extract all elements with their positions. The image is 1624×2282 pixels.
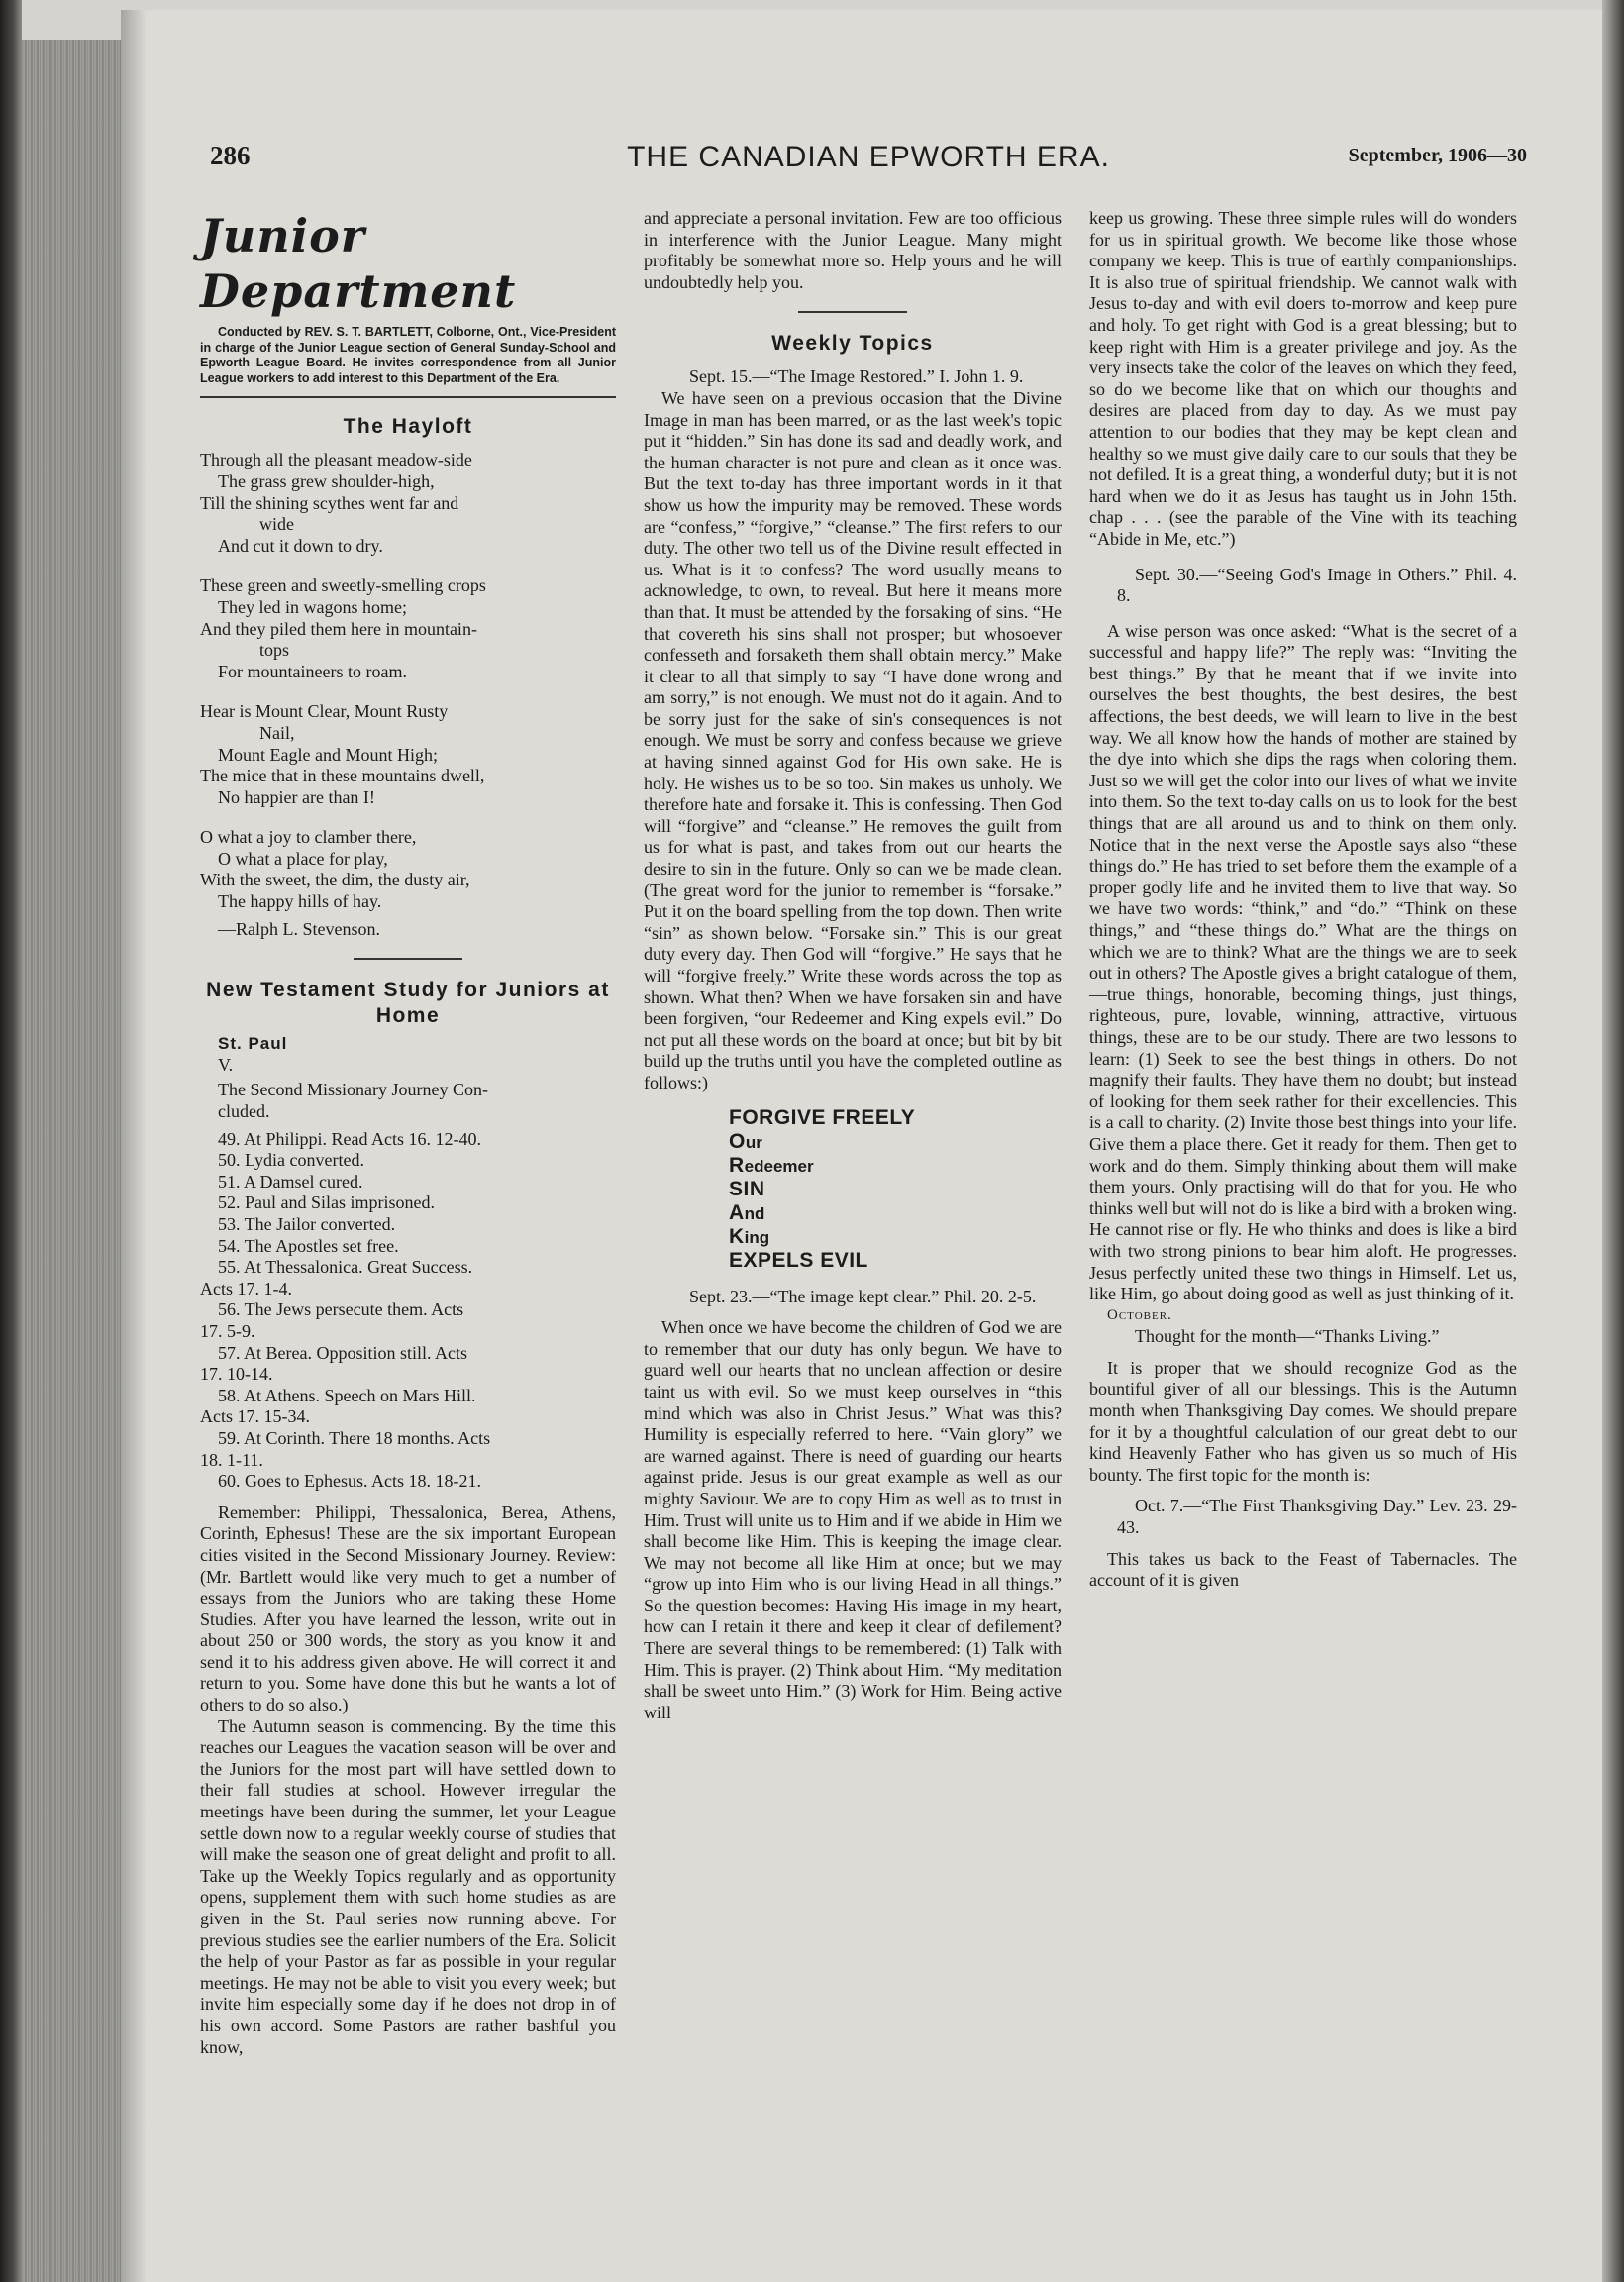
study-item: 49. At Philippi. Read Acts 16. 12-40. [218,1128,482,1149]
spacer [644,1307,1062,1317]
spacer [1089,1486,1517,1496]
topic-body: We have seen on a previous occasion that the Divine Image in man has been marred, or as the last week's topic put it “hidden.” Sin has done its sad and deadly work, and the human character is not pure and clean as it once was. But the text to-day has three important words in it that show us how the impurity may be removed. These words are “confess,” “forgive,” “cleanse.” The first refers to our duty. The other two tell us of the Divine result effected in us. What is it to confess? The word usually means to acknowledge, to own, to reveal. But here it means more than that. It must be attended by the forsaking of sins. “He that covereth his sins shall not prosper; but whosoever confesseth and forsaketh them shall obtain mercy.” Make it clear to all that simply to say “I have done wrong and am sorry,” is not enough. We must not do it again. And to be sorry just for the sake of sin's consequences is not enough. We must be sorry and confess because we grieve at having sinned against God for His own sake. He is holy. He wishes us to be so too. Sin makes us unholy. We therefore hate and forsake it. This is confessing. Then God will “forgive” and “cleanse.” He removes the guilt from us for what is past, and takes from out our hearts the desire to sin in the future. Only so can we be made clean. (The great word for the junior to remember is “forsake.” Put it on the board spelling from the top down. Then write “sin” as shown below. “Forsake sin.” This is our great duty every day. Then God will “forgive.” He says that he will “forgive freely.” Write these words across the top as shown. What then? When we have forsaken sin and have been forgiven, “our Redeemer and King expels evil.” Do not put all these words on the board at once; but bit by bit build up the truths until you have the completed outline as follows:) [644,387,1062,1092]
page-number: 286 [210,141,251,170]
topic-heading: Sept. 30.—“Seeing God's Image in Others.” Phil. 4. 8. [1117,564,1517,606]
poem-line: Hear is Mount Clear, Mount Rusty [200,701,449,722]
thought-for-month: Thought for the month—“Thanks Living.” [1135,1326,1440,1347]
poem-line: O what a place for play, [218,848,388,869]
poem-title: The Hayloft [343,415,473,439]
study-item: 52. Paul and Silas imprisoned. [218,1193,435,1213]
continued-paragraph: and appreciate a personal invitation. Few are too officious in interference with the Junior League. Many might profitably be somewhat more so. Help yours and he will undoubtedly help you. [644,208,1062,292]
acrostic-line [729,1201,1062,1225]
topic-heading: Oct. 7.—“The First Thanksgiving Day.” Lev. 23. 29-43. [1117,1496,1517,1538]
topic-heading: Sept. 15.—“The Image Restored.” I. John 1. 9. [689,366,1024,387]
poem-line: Mount Eagle and Mount High; [218,744,438,765]
poem-line: Through all the pleasant meadow-side [200,450,472,470]
poem-line: These green and sweetly-smelling crops [200,575,486,596]
issue-date: September, 1906—30 [1348,145,1527,166]
scan-edge [0,0,22,2282]
study-title: New Testament Study for Juniors at Home [206,979,610,1028]
acrostic-initial: R [729,1153,745,1177]
poem-line: And cut it down to dry. [218,535,383,556]
acrostic-rest: ing [744,1227,770,1247]
poem-stanza [200,575,616,682]
spacer [1089,1348,1517,1358]
divider [354,958,462,960]
study-list [200,1129,616,1493]
study-item-ref: 17. 10-14. [200,1364,273,1385]
divider [798,311,907,313]
acrostic-rest: ur [745,1132,762,1152]
poem-line: With the sweet, the dim, the dusty air, [200,870,470,890]
topic-body: When once we have become the children of God we are to remember that our duty has only begun. We have to guard well our hearts that no unclean affection or desire taint us with evil. So we must keep ourselves in “this mind which was also in Christ Jesus.” What was this? Humility is especially referred to here. “Vain glory” we are warned against. There is need of guarding our hearts against pride. Jesus is our great example as well as our mighty Saviour. We are to copy Him as well as to trust in Him. Trust will unite us to Him and if we abide in Him we shall become like Him. This is keeping the image clear. We may not become all like Him at once; but we may “grow up into Him who is our living Head in all things.” So the question becomes: Having His image in my heart, how can I retain it there and keep it clear of defilement? There are several things to be remembered: (1) Talk with Him. This is prayer. (2) Think about Him. “My meditation shall be sweet unto Him.” (3) Work for Him. Being active will [644,1317,1062,1722]
acrostic-line [729,1130,1062,1154]
poem-stanza [200,450,616,557]
topic-heading: Sept. 23.—“The image kept clear.” Phil. 20. 2-5. [689,1286,1037,1306]
study-subtitle: St. Paul [218,1034,288,1054]
acrostic-line [729,1225,1062,1249]
poem-line: Nail, [259,722,295,743]
acrostic-initial: A [729,1200,745,1224]
column-2 [644,208,1062,1723]
acrostic-line: FORGIVE FREELY [729,1105,916,1129]
study-item: 51. A Damsel cured. [218,1171,363,1192]
study-item-ref: Acts 17. 1-4. [200,1278,292,1298]
conducted-by-note: Conducted by REV. S. T. BARTLETT, Colborne, Ont., Vice-President in charge of the Junior League section of General Sunday-School and Epworth League Board. He invites correspondence from all Junior League workers to add interest to this Department of the Era. [200,325,616,385]
study-item-ref: 17. 5-9. [200,1320,255,1341]
poem-line: wide [259,514,294,535]
department-title: Junior Department [200,209,517,318]
topic-body: A wise person was once asked: “What is the secret of a successful and happy life?” The reply was: “Inviting the best things.” By that he meant that if we invite into ourselves the best thoughts, the best desires, the best affections, the best deeds, we will learn to live in the best way. We all know how the hands of mother are stained by the dye into which she dips the rags when coloring them. Just so we will get the color into our lives of what we invite into them. So the text to-day calls on us to look for the best things that are all around us and to think on them only. Notice that in the next verse the Apostle says also “these things do.” He has tried to set before them the example of a proper godly life and he invited them to live that way. So we have two words: “think,” and “do.” “Think on these things,” and “these things do.” What are the things on which we are to think? What are the things we are to seek out in others? The Apostle gives a bright catalogue of them,—true things, honorable, becoming things, just things, righteous, pure, lovable, winning, attractive, virtuous things, these are to be our study. There are two lessons to learn: (1) Seek to see the best things in others. Do not magnify their faults. They have them no doubt; but instead of looking for them seek rather for their excellencies. This is a call to charity. (2) Invite those best things into your life. Give them a place there. Get it ready for them. Then get to work and do them. Simply thinking about them will make them yours. Only practising will do that for you. He who thinks well but will not do is like a bird with a broken wing. He cannot rise or fly. He who thinks and does is like a bird with two strong pinions to bear him aloft. He progresses. Jesus perfectly united these two things in Himself. Let us, like Him, go about doing good as well as just thinking of it. [1089,620,1517,1304]
study-item: 57. At Berea. Opposition still. Acts [218,1342,467,1363]
study-item: 54. The Apostles set free. [218,1235,399,1256]
study-intro: cluded. [218,1101,270,1122]
spacer [1089,607,1517,621]
page-header [210,141,1527,180]
poem-line: The mice that in these mountains dwell, [200,766,485,786]
continued-paragraph: keep us growing. These three simple rules will do wonders for us in spiritual growth. We become like those whose company we keep. This is true of earthly companionships. It is also true of spiritual friendship. We cannot walk with Jesus to-day and with evil doers to-morrow and keep pure and holy. To get right with God is a great blessing; but to keep right with Him is a greater privilege and joy. As the very insects take the color of the leaves on which they feed, so do we become like that on which our thoughts and desires are placed from day to day. As we must pay attention to our bodies that they may be kept clean and healthy so we must give daily care to our souls that they be not defiled. It is a great thing, a wonderful duty; but it is not hard when we do it as Jesus has taught us in John 15th. chap . . . (see the parable of the Vine with its teaching “Abide in Me, etc.”) [1089,208,1517,549]
acrostic-line [729,1154,1062,1178]
poem [200,450,616,912]
acrostic-rest: edeemer [744,1156,814,1176]
column-3 [1089,208,1517,1592]
journal-title: THE CANADIAN EPWORTH ERA. [627,141,1110,173]
acrostic-initial: O [729,1129,746,1153]
poem-line: And they piled them here in mountain- [200,618,477,639]
study-item: 56. The Jews persecute them. Acts [218,1299,464,1320]
acrostic-rest: nd [744,1203,765,1223]
study-item: 60. Goes to Ephesus. Acts 18. 18-21. [218,1471,481,1492]
gutter-shadow [121,10,147,2282]
poem-line: The happy hills of hay. [218,891,382,912]
spacer [200,1493,616,1503]
poem-stanza [200,827,616,912]
poem-line: They led in wagons home; [218,596,407,617]
acrostic-line: EXPELS EVIL [729,1248,868,1272]
poem-line: O what a joy to clamber there, [200,827,417,848]
study-item: 55. At Thessalonica. Great Success. [218,1257,473,1278]
column-1 [200,208,616,2058]
study-item-ref: Acts 17. 15-34. [200,1406,310,1427]
spacer [1089,1539,1517,1549]
topic-body: This takes us back to the Feast of Tabernacles. The account of it is given [1089,1548,1517,1591]
divider [200,396,616,398]
poem-line: tops [259,640,290,661]
poem-author: —Ralph L. Stevenson. [218,918,380,939]
acrostic [729,1106,1062,1273]
poem-line: For mountaineers to roam. [218,661,407,681]
poem-line: The grass grew shoulder-high, [218,470,435,491]
poem-line: No happier are than I! [218,786,375,807]
study-item: 53. The Jailor converted. [218,1214,396,1234]
acrostic-line: SIN [729,1177,765,1200]
scan-edge-right [1602,0,1624,2282]
study-item-ref: 18. 1-11. [200,1449,263,1470]
study-item: 50. Lydia converted. [218,1150,364,1171]
study-intro: The Second Missionary Journey Con- [218,1080,488,1100]
acrostic-initial: K [729,1224,745,1248]
remember-paragraph: Remember: Philippi, Thessalonica, Berea, Athens, Corinth, Ephesus! These are the six important European cities visited in the Second Missionary Journey. Review: (Mr. Bartlett would like very much to get a number of essays from the Juniors who are taking these Home Studies. After you have learned the lesson, write out in about 250 or 300 words, the story as you know it and send it to his address given above. He will correct it and return to you. Some have done this but he wants a lot of others to do so also.) [200,1502,616,1715]
october-paragraph: It is proper that we should recognize God as the bountiful giver of all our blessings. This is the Autumn month when Thanksgiving Day comes. We should prepare for it by a thoughtful calculation of our great debt to our kind Heavenly Father who has given us so much of His bounty. The first topic for the month is: [1089,1357,1517,1485]
book-page-stack [22,40,121,2282]
study-item: 58. At Athens. Speech on Mars Hill. [218,1385,476,1405]
poem-line: Till the shining scythes went far and [200,492,459,513]
study-numeral: V. [218,1054,234,1075]
study-item: 59. At Corinth. There 18 months. Acts [218,1427,491,1448]
poem-stanza [200,701,616,808]
spacer [1089,551,1517,565]
autumn-paragraph: The Autumn season is commencing. By the time this reaches our Leagues the vacation season will be over and the Juniors for the most part will have settled down to their fall studies at school. However irregular the meetings have been during the summer, let your League settle down now to a regular weekly course of studies that will make the season one of great delight and profit to all. Take up the Weekly Topics regularly and as opportunity opens, supplement them with such home studies as are given in the St. Paul series now running above. For previous studies see the earlier numbers of the Era. Solicit the help of your Pastor as far as possible in your regular meetings. He may not be able to visit you every week; but invite him especially some day if he does not drop in of his own accord. Some Pastors are rather bashful you know, [200,1715,616,2057]
october-heading: October. [1107,1306,1172,1323]
weekly-topics-title: Weekly Topics [771,332,934,356]
